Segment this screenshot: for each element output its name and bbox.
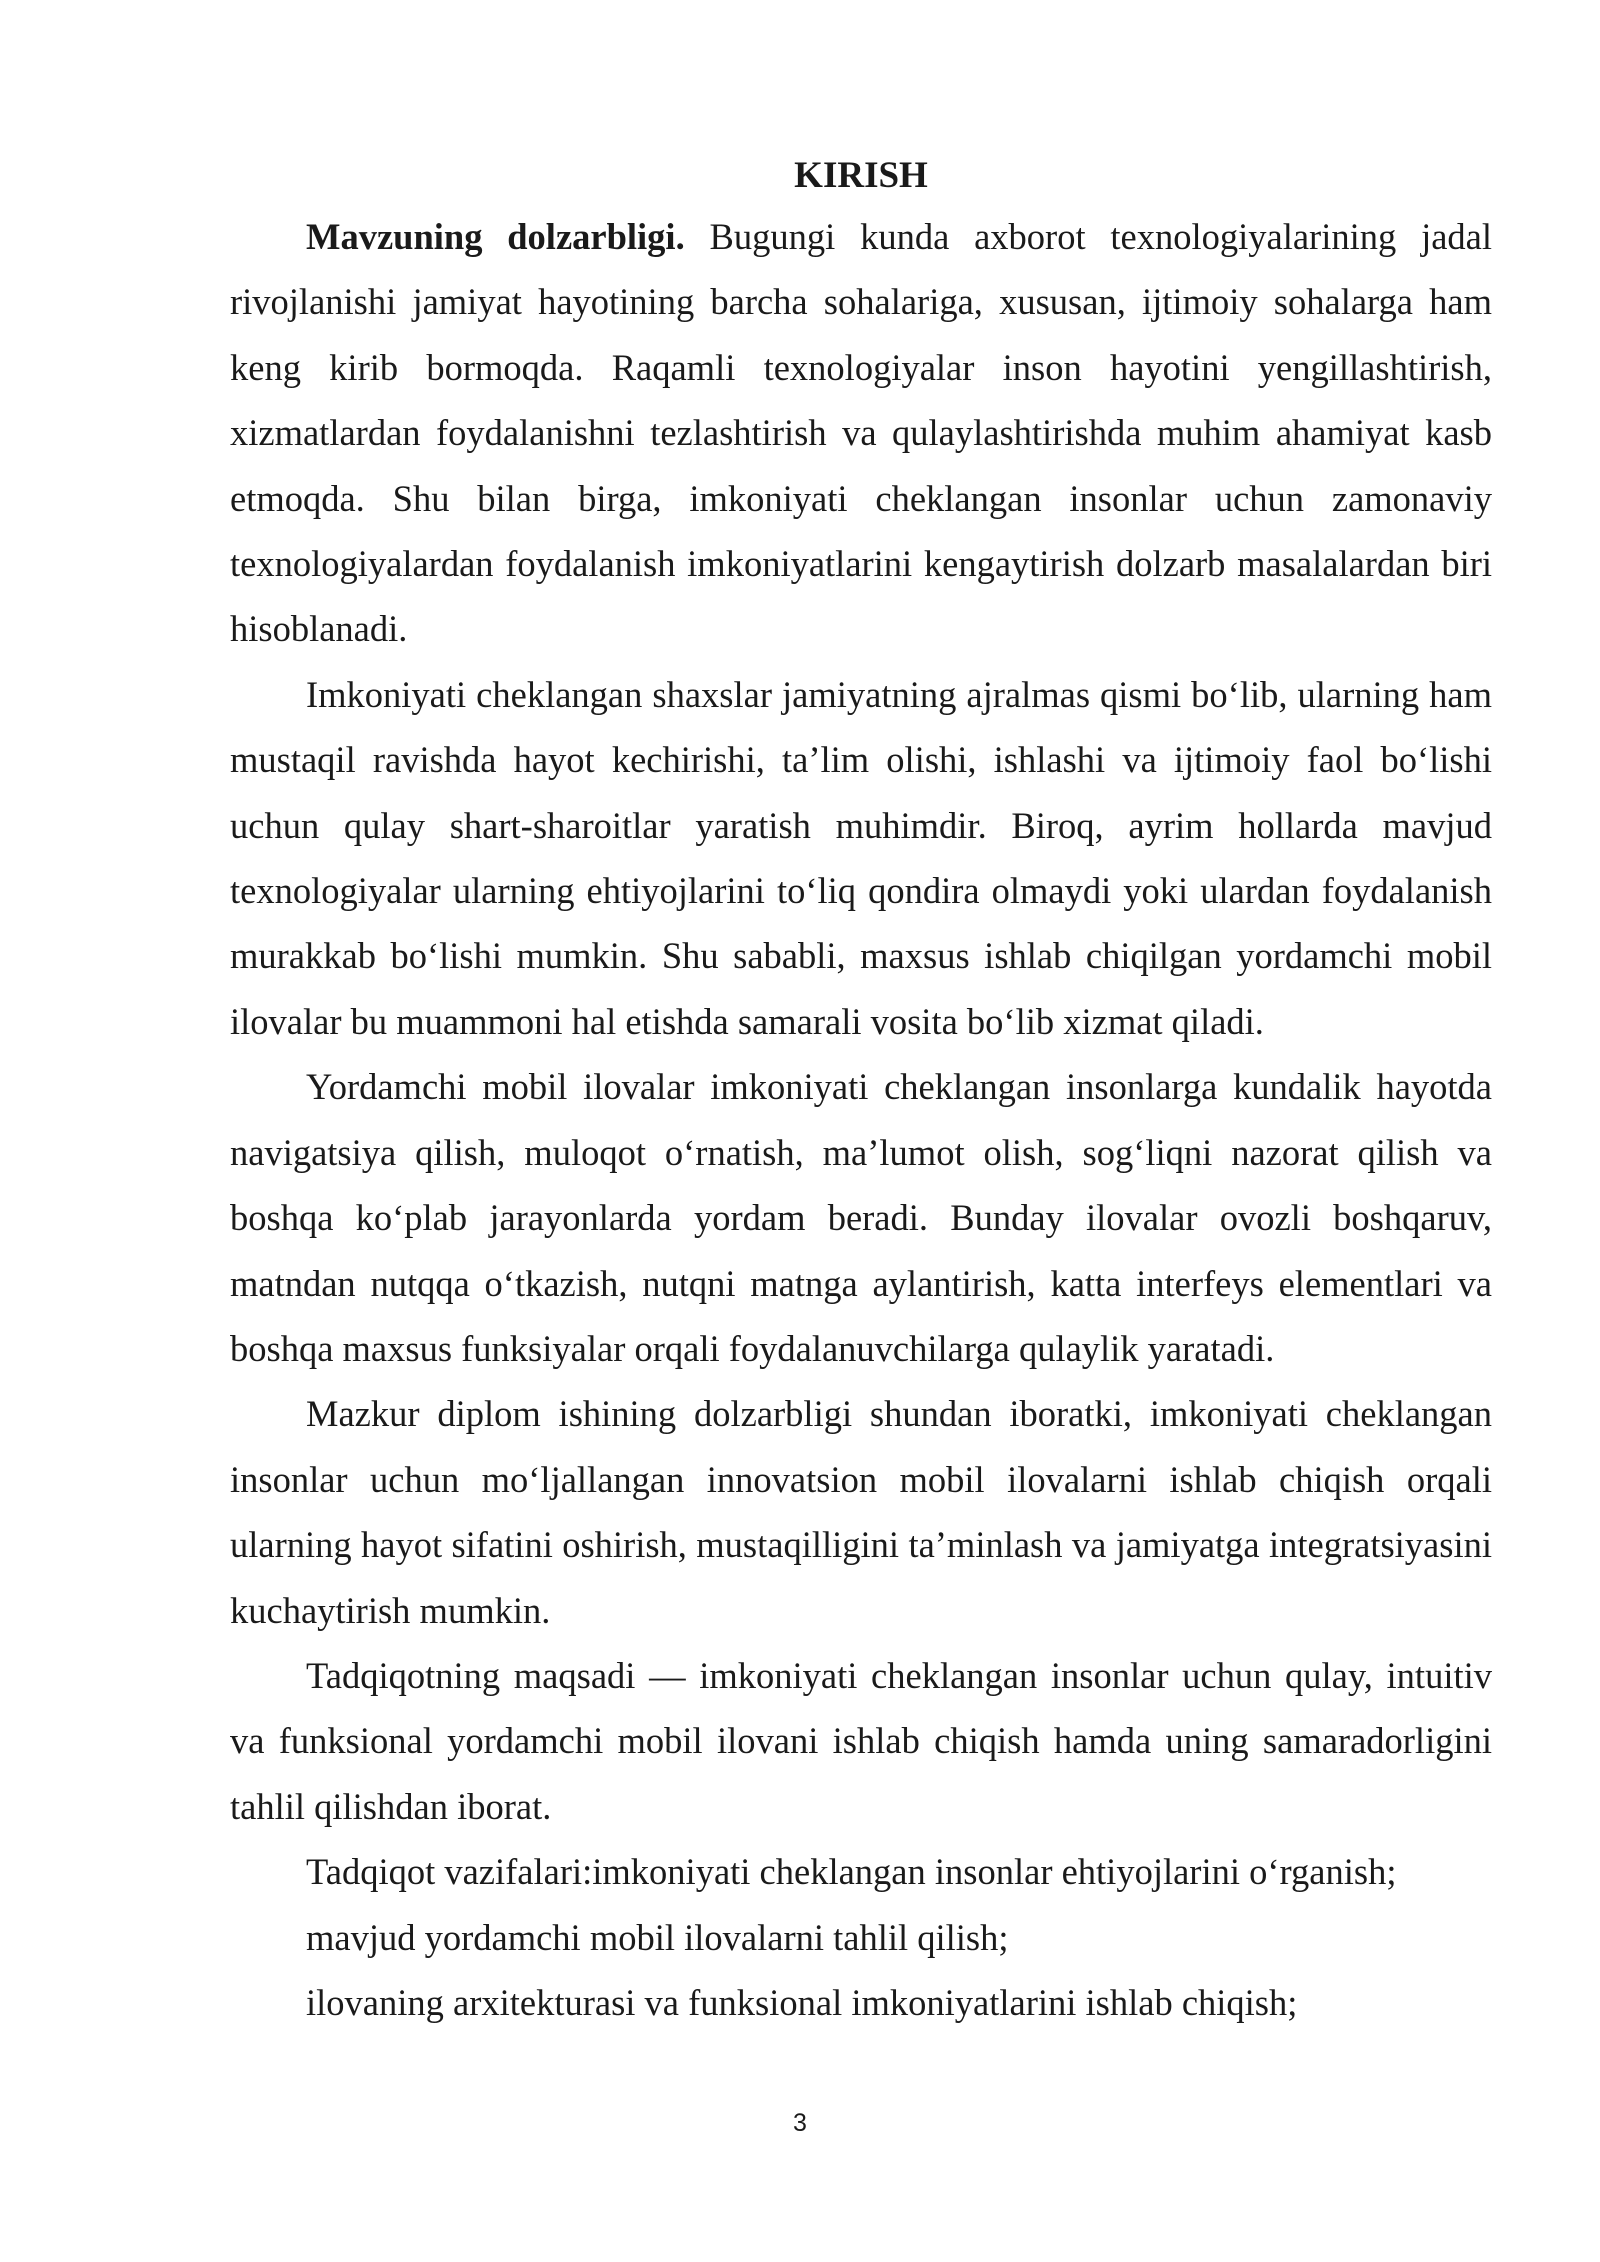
paragraph-relevance: [230, 204, 1492, 662]
page-content: [230, 148, 1492, 2035]
research-task-item: ilovaning arxitekturasi va funksional imkoniyatlarini ishlab chiqish;: [306, 1981, 1298, 2023]
paragraph-research-goal: Tadqiqotning maqsadi — imkoniyati cheklangan insonlar uchun qulay, intuitiv va funksional yordamchi mobil ilovani ishlab chiqish hamda uning samaradorligini tahlil qilishdan iborat.: [230, 1654, 1492, 1827]
page-number: 3: [793, 2109, 807, 2137]
paragraph-disabled-persons: Imkoniyati cheklangan shaxslar jamiyatning ajralmas qismi bo‘lib, ularning ham mustaqil ravishda hayot kechirishi, ta’lim olishi, ishlashi va ijtimoiy faol bo‘lishi uchun qulay shart-sharoitlar yaratish muhimdir. Biroq, ayrim hollarda mavjud texnologiyalar ularning ehtiyojlarini to‘liq qondira olmaydi yoki ulardan foydalanish murakkab bo‘lishi mumkin. Shu sababli, maxsus ishlab chiqilgan yordamchi mobil ilovalar bu muammoni hal etishda samarali vosita bo‘lib xizmat qiladi.: [230, 673, 1492, 1042]
paragraph-thesis-relevance: Mazkur diplom ishining dolzarbligi shundan iboratki, imkoniyati cheklangan insonlar uchun mo‘ljallangan innovatsion mobil ilovalarni ishlab chiqish orqali ularning hayot sifatini oshirish, mustaqilligini ta’minlash va jamiyatga integratsiyasini kuchaytirish mumkin.: [230, 1393, 1492, 1631]
paragraph-assistive-apps: Yordamchi mobil ilovalar imkoniyati cheklangan insonlarga kundalik hayotda navigatsiya qilish, muloqot o‘rnatish, ma’lumot olish, sog‘liqni nazorat qilish va boshqa ko‘plab jarayonlarda yordam beradi. Bunday ilovalar ovozli boshqaruv, matndan nutqqa o‘tkazish, nutqni matnga aylantirish, katta interfeys elementlari va boshqa maxsus funksiyalar orqali foydalanuvchilarga qulaylik yaratadi.: [230, 1066, 1492, 1369]
paragraph-lead: Mavzuning dolzarbligi.: [306, 216, 685, 257]
section-heading: KIRISH: [794, 155, 928, 196]
paragraph-body: Bugungi kunda axborot texnologiyalarining jadal rivojlanishi jamiyat hayotining barcha sohalariga, xususan, ijtimoiy sohalarga ham keng kirib bormoqda. Raqamli texnologiyalar inson hayotini yengillashtirish, xizmatlardan foydalanishni tezlashtirish va qulaylashtirishda muhim ahamiyat kasb etmoqda. Shu bilan birga, imkoniyati cheklangan insonlar uchun zamonaviy texnologiyalardan foydalanish imkoniyatlarini kengaytirish dolzarb masalalardan biri hisoblanadi.: [230, 216, 1492, 650]
research-task-item: mavjud yordamchi mobil ilovalarni tahlil qilish;: [306, 1916, 1009, 1958]
research-task-item: Tadqiqot vazifalari:imkoniyati cheklangan insonlar ehtiyojlarini o‘rganish;: [306, 1851, 1397, 1893]
